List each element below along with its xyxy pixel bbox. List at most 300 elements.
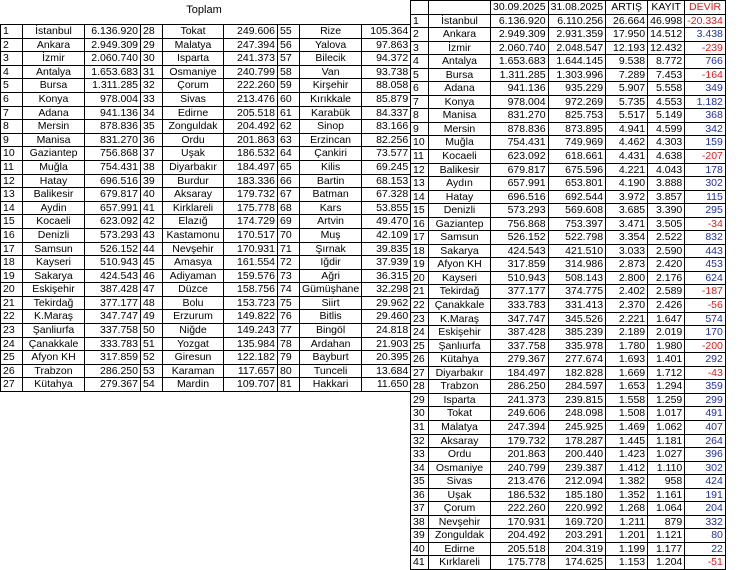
cell-total-aug: 212.094	[548, 475, 606, 489]
cell-province: Sinop	[300, 120, 362, 134]
cell-total-sep: 333.783	[491, 299, 549, 313]
cell-registration: 1.017	[648, 407, 685, 421]
cell-total-aug: 200.440	[548, 448, 606, 462]
cell-province: Sivas	[163, 92, 224, 106]
cell-registration: 1.177	[648, 542, 685, 556]
cell-total: 105.364	[362, 25, 411, 39]
cell-province: Malatya	[429, 420, 491, 434]
cell-increase: 1.423	[606, 448, 648, 462]
cell-rank: 45	[141, 256, 163, 270]
cell-increase: 1.153	[606, 556, 648, 570]
column-header: 31.08.2025	[548, 1, 606, 15]
cell-transfer: 191	[685, 488, 726, 502]
cell-total-aug: 972.269	[548, 95, 606, 109]
cell-registration: 3.857	[648, 190, 685, 204]
cell-rank: 2	[411, 28, 429, 42]
cell-increase: 1.199	[606, 542, 648, 556]
cell-rank: 33	[411, 448, 429, 462]
cell-province: İstanbul	[23, 25, 85, 39]
cell-total: 11.650	[362, 378, 411, 392]
cell-transfer: 624	[685, 271, 726, 285]
cell-province: Siirt	[300, 296, 362, 310]
cell-province: Aydin	[23, 201, 85, 215]
cell-total: 377.177	[85, 296, 141, 310]
cell-province: Çorum	[429, 502, 491, 516]
table-row	[411, 299, 726, 313]
cell-total-sep: 754.431	[491, 136, 549, 150]
cell-total: 204.492	[224, 120, 278, 134]
cell-total-aug: 508.143	[548, 271, 606, 285]
cell-province: Malatya	[163, 38, 224, 52]
table-row	[411, 14, 726, 28]
cell-rank: 42	[141, 215, 163, 229]
cell-rank: 19	[411, 258, 429, 272]
totals-table	[0, 24, 411, 392]
cell-rank: 55	[278, 25, 300, 39]
cell-increase: 4.221	[606, 163, 648, 177]
cell-total-sep: 2.060.740	[491, 41, 549, 55]
cell-rank: 9	[1, 133, 23, 147]
cell-increase: 1.693	[606, 353, 648, 367]
cell-province: Iğdir	[300, 256, 362, 270]
cell-province: Kayseri	[23, 256, 85, 270]
cell-province: Şanliurfa	[23, 324, 85, 338]
cell-province: Konya	[429, 95, 491, 109]
cell-rank: 28	[411, 380, 429, 394]
cell-total-sep: 756.868	[491, 217, 549, 231]
table-row	[411, 448, 726, 462]
cell-transfer: 1.182	[685, 95, 726, 109]
cell-transfer: 396	[685, 448, 726, 462]
cell-total: 109.707	[224, 378, 278, 392]
cell-total: 201.863	[224, 133, 278, 147]
cell-province: Kocaeli	[429, 150, 491, 164]
table-row	[411, 163, 726, 177]
cell-total-aug: 618.661	[548, 150, 606, 164]
cell-rank: 12	[411, 163, 429, 177]
cell-rank: 75	[278, 296, 300, 310]
table-row	[1, 242, 411, 256]
table-row	[411, 515, 726, 529]
cell-transfer: 178	[685, 163, 726, 177]
table-row	[411, 122, 726, 136]
cell-total: 241.373	[224, 52, 278, 66]
change-table	[410, 0, 726, 570]
cell-rank: 18	[1, 256, 23, 270]
cell-transfer: 264	[685, 434, 726, 448]
cell-rank: 47	[141, 283, 163, 297]
cell-province: Kilis	[300, 160, 362, 174]
cell-total: 149.822	[224, 310, 278, 324]
cell-province: Burdur	[163, 174, 224, 188]
cell-rank: 72	[278, 256, 300, 270]
cell-province: Antalya	[23, 65, 85, 79]
cell-total: 6.136.920	[85, 25, 141, 39]
cell-rank: 13	[411, 177, 429, 191]
cell-province: Çorum	[163, 79, 224, 93]
cell-province: Balikesir	[429, 163, 491, 177]
cell-rank: 78	[278, 337, 300, 351]
cell-increase: 3.972	[606, 190, 648, 204]
cell-transfer: 443	[685, 244, 726, 258]
cell-province: Sivas	[429, 475, 491, 489]
table-row	[411, 488, 726, 502]
cell-rank: 34	[411, 461, 429, 475]
cell-rank: 61	[278, 106, 300, 120]
cell-transfer: 295	[685, 204, 726, 218]
cell-province: Tokat	[163, 25, 224, 39]
cell-rank: 39	[411, 529, 429, 543]
cell-total-sep: 175.778	[491, 556, 549, 570]
cell-province: Uşak	[429, 488, 491, 502]
cell-province: Isparta	[429, 393, 491, 407]
cell-rank: 74	[278, 283, 300, 297]
column-header: 30.09.2025	[491, 1, 549, 15]
cell-total-sep: 222.260	[491, 502, 549, 516]
cell-rank: 13	[1, 188, 23, 202]
cell-province: Hatay	[429, 190, 491, 204]
cell-province: Düzce	[163, 283, 224, 297]
cell-rank: 60	[278, 92, 300, 106]
cell-total: 174.729	[224, 215, 278, 229]
cell-rank: 12	[1, 174, 23, 188]
cell-increase: 1.653	[606, 380, 648, 394]
cell-total: 279.367	[85, 378, 141, 392]
cell-increase: 1.211	[606, 515, 648, 529]
cell-registration: 2.420	[648, 258, 685, 272]
table-row	[411, 434, 726, 448]
cell-total-aug: 825.753	[548, 109, 606, 123]
cell-rank: 25	[411, 339, 429, 353]
cell-total-aug: 749.969	[548, 136, 606, 150]
cell-total-sep: 1.653.683	[491, 55, 549, 69]
cell-total: 978.004	[85, 92, 141, 106]
cell-total: 67.328	[362, 188, 411, 202]
cell-province: Bilecik	[300, 52, 362, 66]
cell-total-sep: 170.931	[491, 515, 549, 529]
cell-province: Bingöl	[300, 324, 362, 338]
cell-province: Afyon KH	[23, 351, 85, 365]
table-row	[411, 190, 726, 204]
table-row	[411, 28, 726, 42]
cell-transfer: 491	[685, 407, 726, 421]
cell-province: Sakarya	[429, 244, 491, 258]
cell-province: Batman	[300, 188, 362, 202]
cell-total-sep: 1.311.285	[491, 68, 549, 82]
cell-province: Kırıkkale	[300, 92, 362, 106]
cell-province: Tekirdağ	[23, 296, 85, 310]
cell-increase: 1.469	[606, 420, 648, 434]
cell-rank: 40	[141, 188, 163, 202]
table-row	[411, 244, 726, 258]
cell-rank: 41	[141, 201, 163, 215]
cell-total: 117.657	[224, 364, 278, 378]
cell-total: 347.747	[85, 310, 141, 324]
cell-province: Trabzon	[429, 380, 491, 394]
cell-transfer: 424	[685, 475, 726, 489]
cell-total: 39.835	[362, 242, 411, 256]
cell-rank: 68	[278, 201, 300, 215]
cell-total-aug: 692.544	[548, 190, 606, 204]
table-row	[411, 420, 726, 434]
cell-total: 941.136	[85, 106, 141, 120]
cell-rank: 26	[1, 364, 23, 378]
cell-total: 53.855	[362, 201, 411, 215]
cell-total: 97.863	[362, 38, 411, 52]
table-row	[411, 312, 726, 326]
cell-province: Samsun	[429, 231, 491, 245]
cell-total-aug: 569.608	[548, 204, 606, 218]
cell-rank: 43	[141, 228, 163, 242]
table-row	[411, 217, 726, 231]
table-row	[1, 79, 411, 93]
cell-rank: 50	[141, 324, 163, 338]
cell-rank: 52	[141, 351, 163, 365]
cell-total-aug: 239.387	[548, 461, 606, 475]
cell-total: 387.428	[85, 283, 141, 297]
cell-rank: 15	[411, 204, 429, 218]
cell-rank: 24	[411, 326, 429, 340]
cell-rank: 9	[411, 122, 429, 136]
cell-province: Manisa	[429, 109, 491, 123]
cell-total: 36.315	[362, 269, 411, 283]
table-row	[1, 25, 411, 39]
cell-total-sep: 186.532	[491, 488, 549, 502]
cell-increase: 1.445	[606, 434, 648, 448]
cell-transfer: -43	[685, 366, 726, 380]
cell-province: Uşak	[163, 147, 224, 161]
cell-increase: 1.669	[606, 366, 648, 380]
table-row	[1, 52, 411, 66]
cell-total: 317.859	[85, 351, 141, 365]
cell-total: 240.799	[224, 65, 278, 79]
cell-registration: 4.638	[648, 150, 685, 164]
cell-rank: 5	[411, 68, 429, 82]
cell-total: 213.476	[224, 92, 278, 106]
cell-rank: 57	[278, 52, 300, 66]
cell-increase: 17.950	[606, 28, 648, 42]
cell-increase: 12.193	[606, 41, 648, 55]
cell-rank: 35	[141, 120, 163, 134]
cell-province: Manisa	[23, 133, 85, 147]
table-row	[411, 461, 726, 475]
cell-rank: 11	[411, 150, 429, 164]
cell-transfer: -187	[685, 285, 726, 299]
cell-total-sep: 2.949.309	[491, 28, 549, 42]
cell-province: Antalya	[429, 55, 491, 69]
cell-total: 333.783	[85, 337, 141, 351]
cell-province: Isparta	[163, 52, 224, 66]
cell-total: 2.949.309	[85, 38, 141, 52]
cell-increase: 2.873	[606, 258, 648, 272]
cell-province: Bursa	[429, 68, 491, 82]
cell-rank: 23	[1, 324, 23, 338]
cell-rank: 37	[411, 502, 429, 516]
table-row	[411, 136, 726, 150]
cell-total: 170.931	[224, 242, 278, 256]
cell-rank: 56	[278, 38, 300, 52]
cell-total: 878.836	[85, 120, 141, 134]
cell-increase: 5.907	[606, 82, 648, 96]
cell-registration: 12.432	[648, 41, 685, 55]
cell-registration: 5.558	[648, 82, 685, 96]
cell-province: Mardin	[163, 378, 224, 392]
cell-rank: 21	[411, 285, 429, 299]
cell-total: 135.984	[224, 337, 278, 351]
cell-rank: 48	[141, 296, 163, 310]
cell-transfer: 332	[685, 515, 726, 529]
cell-registration: 1.647	[648, 312, 685, 326]
cell-province: Karaman	[163, 364, 224, 378]
cell-registration: 2.522	[648, 231, 685, 245]
cell-total-sep: 377.177	[491, 285, 549, 299]
left-table-title: Toplam	[186, 4, 222, 16]
cell-province: Yalova	[300, 38, 362, 52]
cell-increase: 1.352	[606, 488, 648, 502]
cell-rank: 38	[141, 160, 163, 174]
cell-registration: 2.589	[648, 285, 685, 299]
cell-rank: 59	[278, 79, 300, 93]
cell-total-sep: 831.270	[491, 109, 549, 123]
cell-province: Osmaniye	[163, 65, 224, 79]
cell-province: İstanbul	[429, 14, 491, 28]
cell-registration: 1.110	[648, 461, 685, 475]
cell-transfer: 453	[685, 258, 726, 272]
cell-transfer: 204	[685, 502, 726, 516]
cell-rank: 7	[1, 106, 23, 120]
cell-increase: 1.268	[606, 502, 648, 516]
cell-registration: 1.294	[648, 380, 685, 394]
cell-transfer: -164	[685, 68, 726, 82]
table-row	[411, 204, 726, 218]
cell-rank: 27	[411, 366, 429, 380]
column-header	[411, 1, 429, 15]
cell-rank: 25	[1, 351, 23, 365]
cell-rank: 53	[141, 364, 163, 378]
cell-province: Aksaray	[429, 434, 491, 448]
cell-rank: 19	[1, 269, 23, 283]
cell-increase: 2.189	[606, 326, 648, 340]
cell-province: Afyon KH	[429, 258, 491, 272]
table-row	[411, 380, 726, 394]
cell-total: 21.903	[362, 337, 411, 351]
cell-total: 68.153	[362, 174, 411, 188]
cell-province: Hakkari	[300, 378, 362, 392]
cell-total: 122.182	[224, 351, 278, 365]
cell-total: 153.723	[224, 296, 278, 310]
cell-province: Kütahya	[23, 378, 85, 392]
cell-total: 186.532	[224, 147, 278, 161]
cell-province: Kocaeli	[23, 215, 85, 229]
cell-increase: 4.431	[606, 150, 648, 164]
cell-total-aug: 174.625	[548, 556, 606, 570]
table-row	[1, 147, 411, 161]
cell-total: 83.166	[362, 120, 411, 134]
cell-total-sep: 623.092	[491, 150, 549, 164]
cell-total-sep: 387.428	[491, 326, 549, 340]
cell-total-aug: 653.801	[548, 177, 606, 191]
cell-rank: 28	[141, 25, 163, 39]
cell-total-sep: 696.516	[491, 190, 549, 204]
table-row	[411, 258, 726, 272]
cell-rank: 39	[141, 174, 163, 188]
cell-registration: 5.149	[648, 109, 685, 123]
table-row	[1, 337, 411, 351]
cell-registration: 7.453	[648, 68, 685, 82]
cell-total-sep: 941.136	[491, 82, 549, 96]
cell-total-sep: 424.543	[491, 244, 549, 258]
cell-rank: 40	[411, 542, 429, 556]
cell-total-sep: 526.152	[491, 231, 549, 245]
cell-rank: 10	[411, 136, 429, 150]
cell-total: 93.738	[362, 65, 411, 79]
cell-total-sep: 179.732	[491, 434, 549, 448]
cell-province: Van	[300, 65, 362, 79]
cell-registration: 1.181	[648, 434, 685, 448]
cell-transfer: -34	[685, 217, 726, 231]
cell-province: Muğla	[23, 160, 85, 174]
cell-rank: 71	[278, 242, 300, 256]
cell-rank: 41	[411, 556, 429, 570]
cell-rank: 49	[141, 310, 163, 324]
cell-registration: 8.772	[648, 55, 685, 69]
cell-transfer: 292	[685, 353, 726, 367]
cell-rank: 65	[278, 160, 300, 174]
cell-province: Ordu	[163, 133, 224, 147]
cell-total-sep: 240.799	[491, 461, 549, 475]
cell-total-sep: 201.863	[491, 448, 549, 462]
cell-registration: 4.553	[648, 95, 685, 109]
cell-rank: 66	[278, 174, 300, 188]
cell-registration: 4.303	[648, 136, 685, 150]
cell-province: Samsun	[23, 242, 85, 256]
cell-transfer: 342	[685, 122, 726, 136]
cell-rank: 10	[1, 147, 23, 161]
cell-rank: 67	[278, 188, 300, 202]
cell-registration: 1.204	[648, 556, 685, 570]
table-row	[411, 556, 726, 570]
cell-total: 82.256	[362, 133, 411, 147]
cell-rank: 20	[1, 283, 23, 297]
cell-total-aug: 6.110.256	[548, 14, 606, 28]
cell-transfer: -56	[685, 299, 726, 313]
table-row	[411, 95, 726, 109]
cell-total-aug: 873.895	[548, 122, 606, 136]
cell-province: Adana	[23, 106, 85, 120]
cell-total: 175.778	[224, 201, 278, 215]
cell-registration: 2.426	[648, 299, 685, 313]
cell-province: Gümüşhane	[300, 283, 362, 297]
cell-rank: 36	[411, 488, 429, 502]
cell-total-aug: 345.526	[548, 312, 606, 326]
cell-registration: 3.888	[648, 177, 685, 191]
cell-increase: 3.354	[606, 231, 648, 245]
cell-total-sep: 573.293	[491, 204, 549, 218]
cell-transfer: 302	[685, 177, 726, 191]
cell-rank: 30	[411, 407, 429, 421]
table-row	[1, 256, 411, 270]
table-row	[411, 150, 726, 164]
cell-total: 831.270	[85, 133, 141, 147]
header-row	[411, 1, 726, 15]
cell-registration: 1.027	[648, 448, 685, 462]
cell-total-aug: 2.048.547	[548, 41, 606, 55]
cell-total-aug: 385.239	[548, 326, 606, 340]
cell-province: İzmir	[23, 52, 85, 66]
cell-increase: 3.685	[606, 204, 648, 218]
cell-registration: 1.161	[648, 488, 685, 502]
cell-transfer: 80	[685, 529, 726, 543]
